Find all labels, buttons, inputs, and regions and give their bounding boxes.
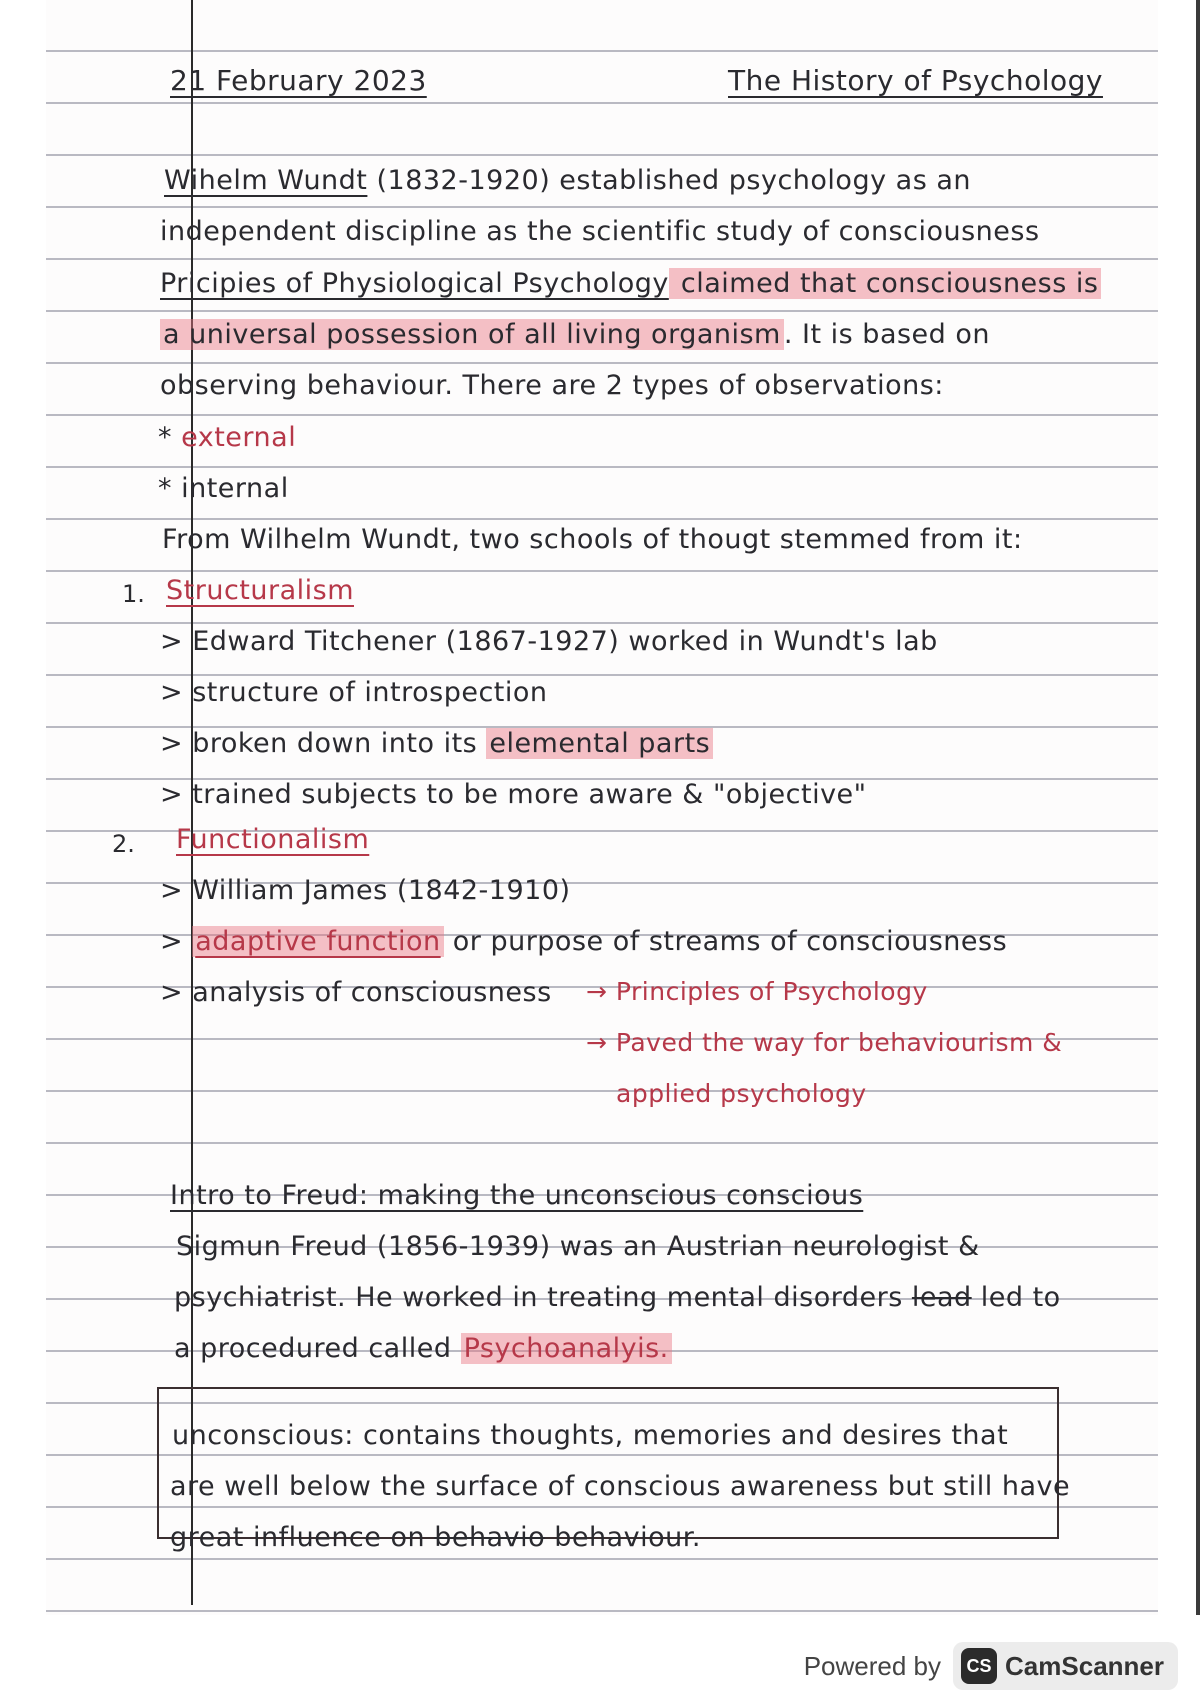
functionalism-bullet-3: > analysis of consciousness bbox=[160, 977, 552, 1008]
observation-external: * external bbox=[158, 422, 297, 453]
list-number-1: 1. bbox=[122, 580, 145, 608]
arrow-applied: applied psychology bbox=[616, 1079, 867, 1108]
camscanner-logo-icon: CS bbox=[961, 1648, 997, 1684]
freud-line-3: a procedured called Psychoanalyis. bbox=[174, 1333, 672, 1364]
wundt-line-1: Wihelm Wundt (1832-1920) established psychology as an bbox=[164, 165, 972, 196]
powered-by-label: Powered by bbox=[803, 1650, 942, 1681]
functionalism-bullet-2: > adaptive function or purpose of streams of consciousness bbox=[160, 926, 1008, 957]
book-title-physiological: Pricipies of Physiological Psychology bbox=[160, 268, 669, 299]
wundt-line-2: independent discipline as the scientific study of consciousness bbox=[160, 216, 1040, 247]
structuralism-bullet-3: > broken down into its elemental parts bbox=[160, 728, 713, 759]
freud-line-1: Sigmun Freud (1856-1939) was an Austrian neurologist & bbox=[176, 1231, 980, 1262]
paper-edge bbox=[1196, 0, 1200, 1615]
camscanner-watermark bbox=[804, 1640, 1178, 1692]
wundt-line-4: a universal possession of all living organism . It is based on bbox=[160, 319, 990, 350]
structuralism-bullet-2: > structure of introspection bbox=[160, 677, 548, 708]
definition-line-2: are well below the surface of conscious awareness but still have bbox=[170, 1471, 1071, 1502]
structuralism-bullet-4: > trained subjects to be more aware & "objective" bbox=[160, 779, 867, 810]
definition-box bbox=[157, 1387, 1059, 1539]
structuralism-heading: Structuralism bbox=[166, 575, 354, 606]
definition-line-1: unconscious: contains thoughts, memories and desires that bbox=[172, 1420, 1009, 1451]
wundt-line-3 bbox=[160, 268, 1101, 299]
note-date: 21 February 2023 bbox=[170, 64, 427, 97]
note-title: The History of Psychology bbox=[728, 64, 1103, 97]
functionalism-bullet-1: > William James (1842-1910) bbox=[160, 875, 571, 906]
asterisk-bullet: * bbox=[158, 473, 172, 504]
functionalism-heading: Functionalism bbox=[176, 824, 370, 855]
struck-word: lead bbox=[911, 1282, 972, 1313]
wundt-line-5: observing behaviour. There are 2 types of observations: bbox=[160, 370, 944, 401]
freud-heading: Intro to Freud: making the unconscious conscious bbox=[170, 1180, 864, 1211]
structuralism-bullet-1: > Edward Titchener (1867-1927) worked in Wundt's lab bbox=[160, 626, 938, 657]
observation-internal: * internal bbox=[158, 473, 289, 504]
camscanner-badge bbox=[953, 1642, 1178, 1690]
arrow-principles: → Principles of Psychology bbox=[586, 977, 928, 1006]
definition-line-3: great influence on behavio behaviour. bbox=[170, 1522, 701, 1553]
wundt-name: Wihelm Wundt bbox=[164, 165, 368, 196]
arrow-behaviourism: → Paved the way for behaviourism & bbox=[586, 1028, 1063, 1057]
psychoanalysis-highlight: Psychoanalyis. bbox=[461, 1333, 672, 1364]
universal-possession-highlight: a universal possession of all living organism bbox=[160, 319, 784, 350]
schools-intro: From Wilhelm Wundt, two schools of thougt stemmed from it: bbox=[162, 524, 1023, 555]
adaptive-function-highlight: adaptive function bbox=[192, 926, 443, 957]
struck-word: behavio bbox=[434, 1522, 546, 1553]
freud-line-2: psychiatrist. He worked in treating mental disorders lead led to bbox=[174, 1282, 1061, 1313]
claim-highlight: claimed that consciousness is bbox=[669, 268, 1102, 299]
asterisk-bullet: * bbox=[158, 422, 172, 453]
elemental-parts-highlight: elemental parts bbox=[486, 728, 713, 759]
list-number-2: 2. bbox=[112, 830, 135, 858]
camscanner-brand: CamScanner bbox=[1005, 1650, 1164, 1681]
